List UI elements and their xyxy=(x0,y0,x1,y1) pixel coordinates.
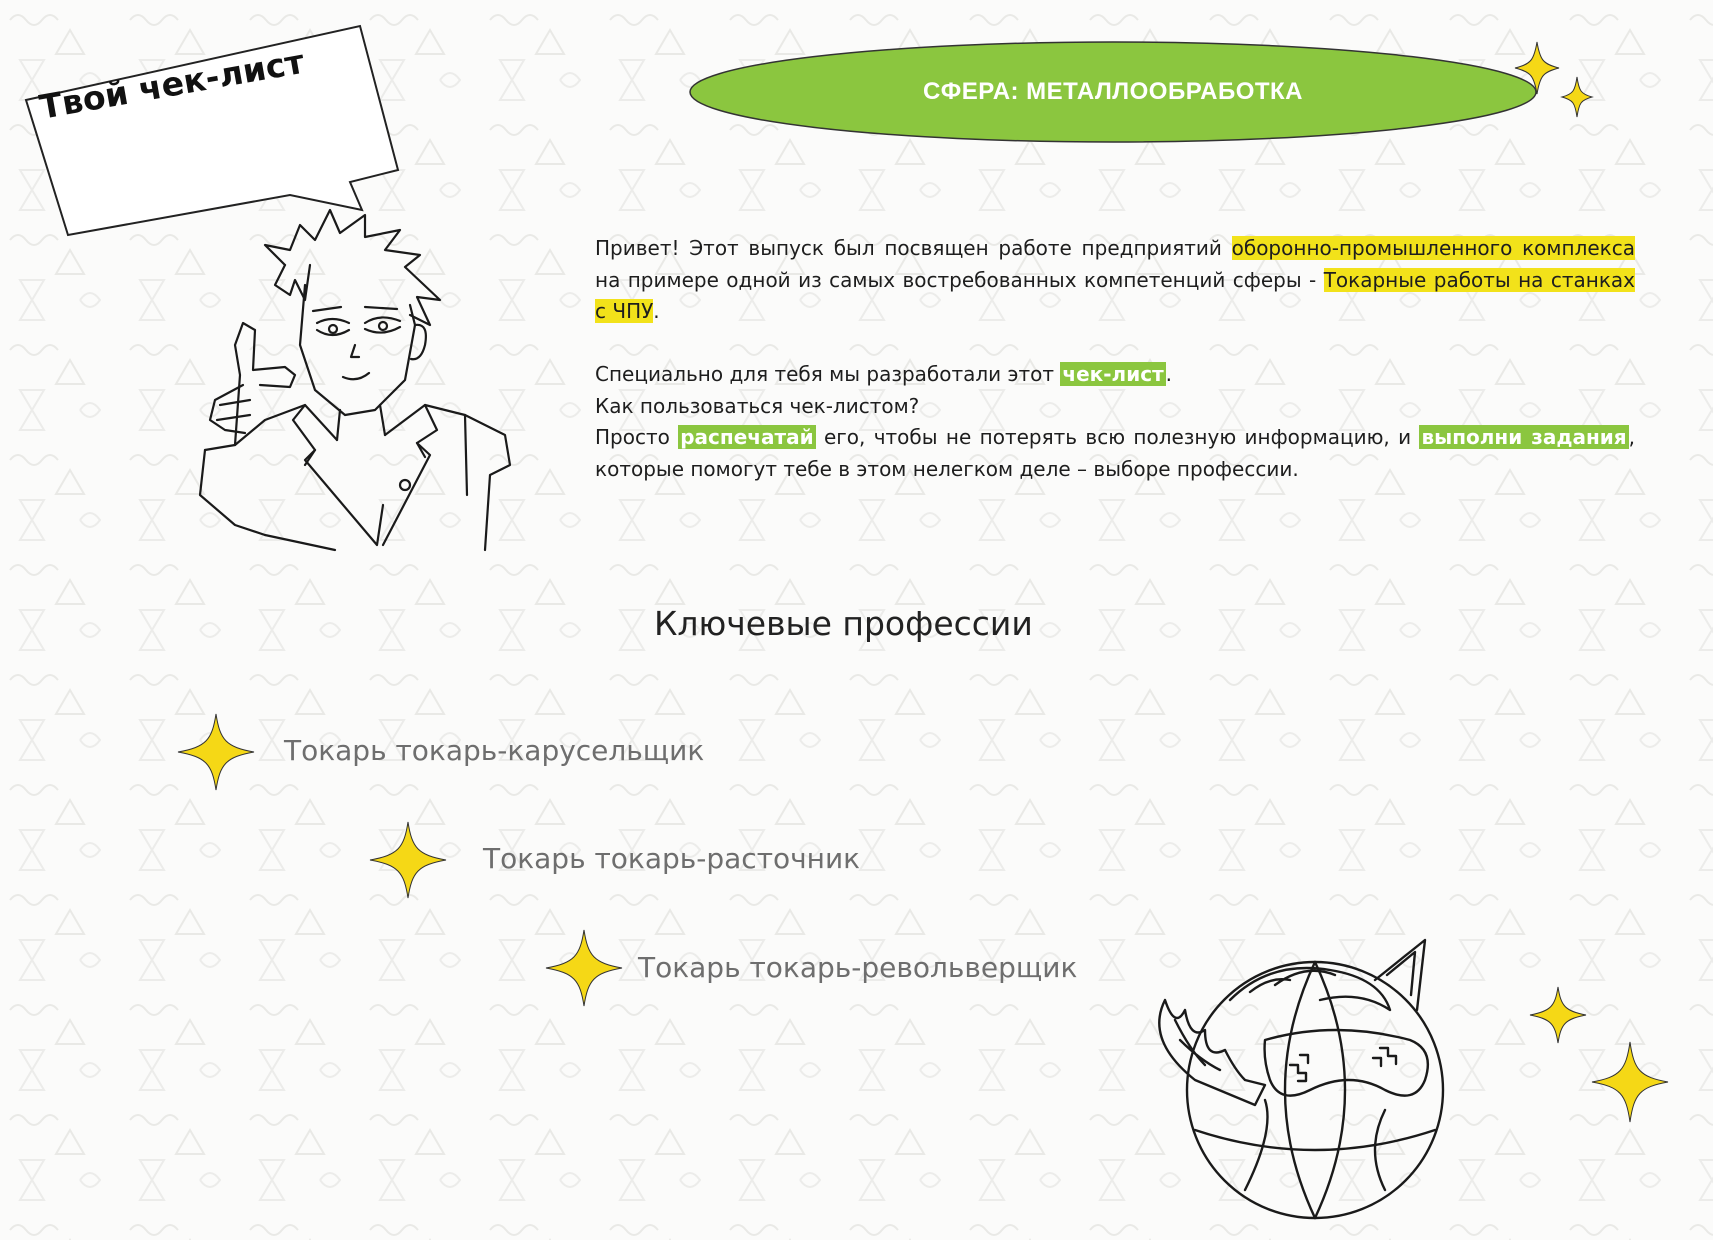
thumbs-up-boy-illustration xyxy=(205,205,525,555)
key-professions-heading: Ключевые профессии xyxy=(654,604,1033,643)
globe-mascot-illustration xyxy=(1135,940,1465,1240)
intro-paragraph-1 xyxy=(595,233,1635,328)
sparkle-star-icon xyxy=(1512,40,1562,96)
intro-paragraph-3: Как пользоваться чек-листом? xyxy=(595,393,920,418)
highlight-checklist: чек-лист xyxy=(1062,362,1164,386)
intro-text-segment: его, чтобы не потерять всю полезную информацию, и xyxy=(815,425,1420,449)
intro-text-segment: . xyxy=(1165,362,1173,386)
sparkle-star-icon xyxy=(1590,1040,1670,1124)
checklist-title: Твой чек-лист xyxy=(36,41,308,127)
intro-text-segment: , которые помогут тебе в этом нелегком деле – выборе профессии. xyxy=(595,425,1636,481)
sphere-label: СФЕРА: МЕТАЛЛООБРАБОТКА xyxy=(922,78,1304,105)
sparkle-star-icon xyxy=(368,820,448,900)
profession-item-3: Токарь токарь-револьверщик xyxy=(638,951,1078,984)
sparkle-star-icon xyxy=(544,928,624,1008)
sparkle-star-icon xyxy=(1560,76,1594,118)
profession-item-1: Токарь токарь-карусельщик xyxy=(284,734,705,767)
intro-paragraph-4 xyxy=(595,422,1635,485)
highlight-industry: оборонно-промышленного комплекса xyxy=(1231,236,1635,260)
intro-text xyxy=(595,233,1635,485)
intro-text-segment: Просто xyxy=(595,425,679,449)
intro-text-segment: . xyxy=(653,299,660,323)
highlight-competency: Токарные работы на станках с ЧПУ xyxy=(595,267,1635,323)
sparkle-star-icon xyxy=(176,712,256,792)
intro-text-segment: Привет! Этот выпуск был посвящен работе предприятий xyxy=(595,236,1232,260)
intro-paragraph-2 xyxy=(595,359,1635,391)
highlight-print: распечатай xyxy=(680,425,814,449)
profession-item-2: Токарь токарь-расточник xyxy=(483,842,861,875)
highlight-tasks: выполни задания xyxy=(1421,425,1627,449)
intro-text-segment: на примере одной из самых востребованных компетенций сферы - xyxy=(595,267,1324,292)
intro-text-segment: Специально для тебя мы разработали этот xyxy=(595,362,1061,386)
sparkle-star-icon xyxy=(1528,985,1588,1045)
